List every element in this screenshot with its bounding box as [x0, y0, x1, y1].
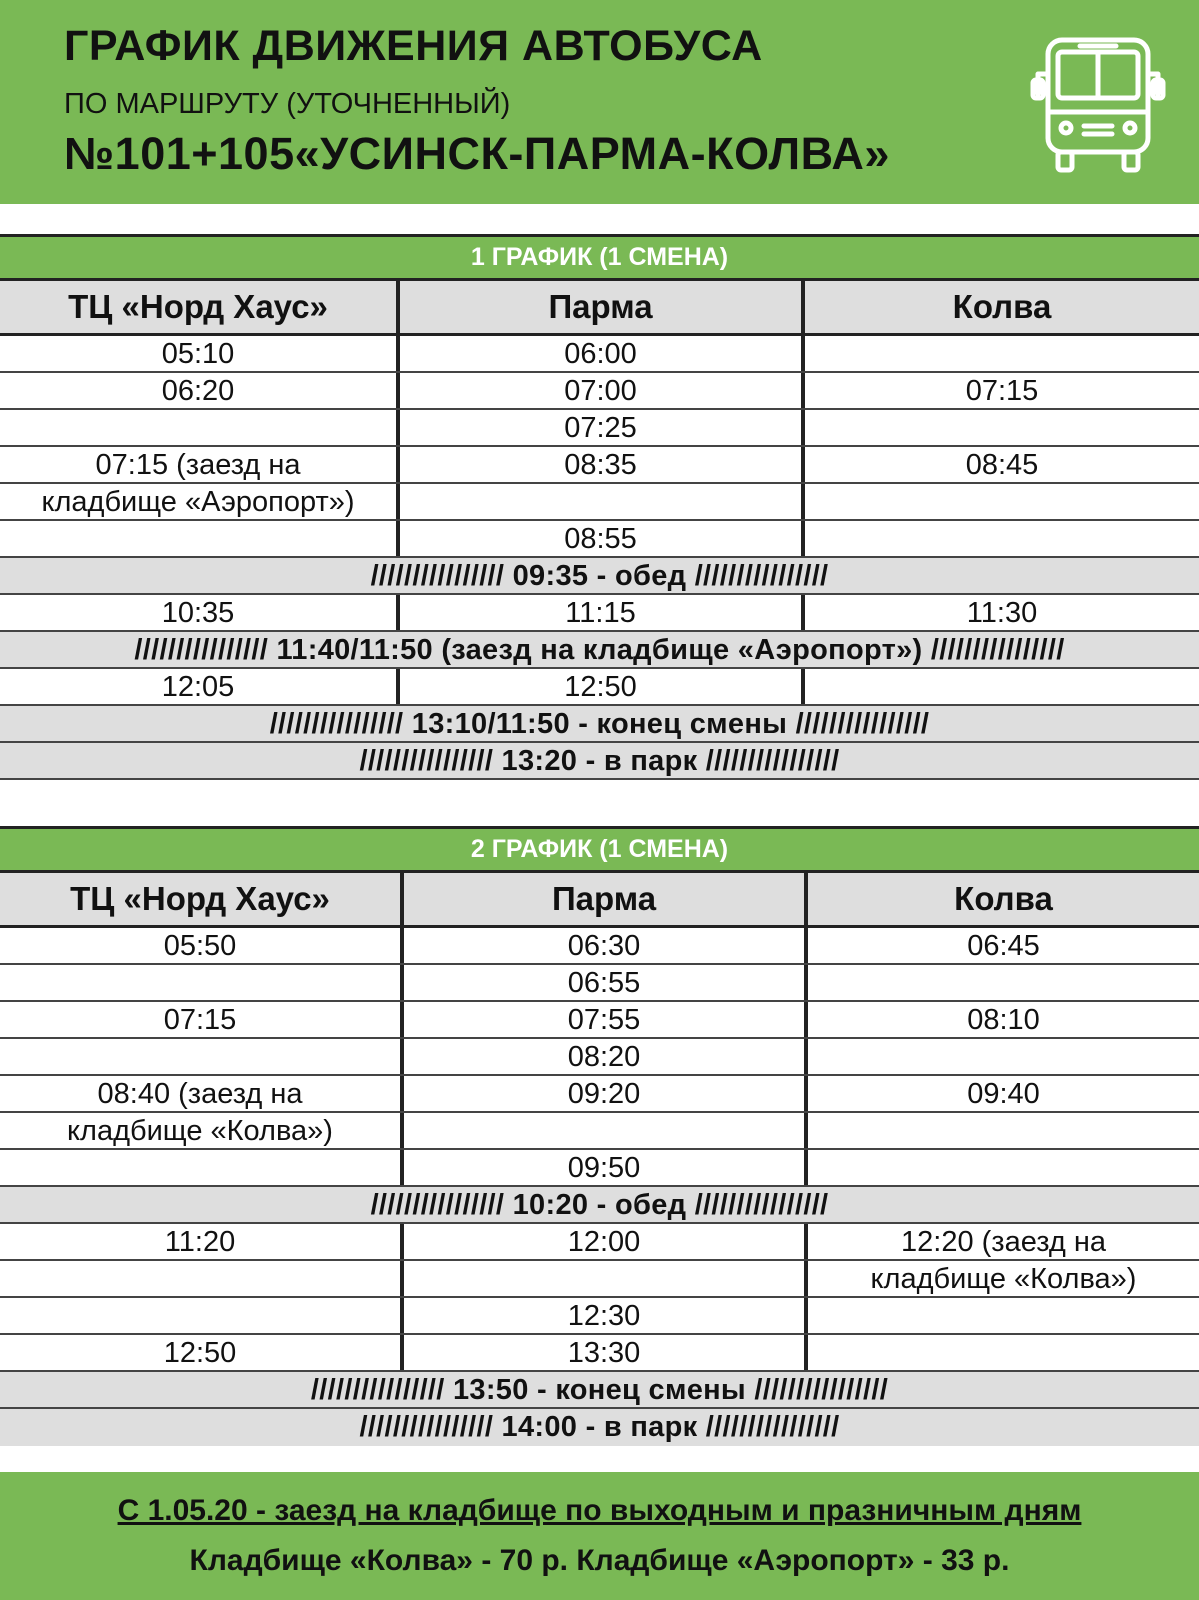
table-row — [0, 1002, 1199, 1039]
table-row — [0, 1076, 1199, 1113]
cell-parma: 09:20 — [400, 1076, 804, 1111]
cell-nord-house — [0, 1261, 400, 1296]
cell-nord-house — [0, 1298, 400, 1333]
cell-nord-house: 05:10 — [161, 338, 235, 370]
cell-parma — [396, 484, 801, 519]
cell-parma: 13:30 — [400, 1335, 804, 1370]
bus-icon — [1030, 36, 1166, 174]
page-subtitle: ПО МАРШРУТУ (УТОЧНЕННЫЙ) — [64, 88, 511, 120]
cell-kolva: 06:45 — [804, 928, 1199, 963]
break-text: //////////////// 09:35 - обед //////////////// — [370, 560, 829, 592]
cell-parma: 07:00 — [396, 373, 801, 408]
schedule-2-rows — [0, 928, 1199, 1446]
cell-parma: 08:20 — [400, 1039, 804, 1074]
cell-kolva — [801, 669, 1199, 704]
cell-kolva: кладбище «Колва») — [804, 1261, 1199, 1296]
break-row-to-park — [0, 1409, 1199, 1446]
table-row — [0, 1224, 1199, 1261]
cell-kolva — [801, 336, 1199, 371]
table-row — [0, 521, 1199, 558]
column-header-kolva: Колва — [804, 873, 1199, 925]
cell-nord-house: кладбище «Аэропорт») — [41, 486, 355, 518]
table-row — [0, 1261, 1199, 1298]
break-row-lunch — [0, 558, 1199, 595]
table-row — [0, 1298, 1199, 1335]
column-header-parma: Парма — [400, 873, 804, 925]
cell-kolva — [801, 521, 1199, 556]
header-banner — [0, 0, 1199, 204]
column-header-parma: Парма — [396, 281, 801, 333]
cell-nord-house: 12:50 — [163, 1337, 237, 1369]
fare-info: Кладбище «Колва» - 70 р. Кладбище «Аэропорт» - 33 р. — [189, 1544, 1010, 1577]
cell-parma: 06:00 — [396, 336, 801, 371]
cell-parma: 06:30 — [400, 928, 804, 963]
cell-nord-house: 07:15 (заезд на — [95, 449, 301, 481]
cell-nord-house: 11:20 — [164, 1226, 236, 1258]
table-row — [0, 1113, 1199, 1150]
cell-nord-house: 08:40 (заезд на — [97, 1078, 303, 1110]
break-text: //////////////// 11:40/11:50 (заезд на кладбище «Аэропорт») //////////////// — [134, 634, 1065, 666]
cell-nord-house — [0, 410, 396, 445]
cell-kolva — [804, 1335, 1199, 1370]
table-row — [0, 595, 1199, 632]
cell-kolva: 08:45 — [801, 447, 1199, 482]
cell-nord-house: 06:20 — [161, 375, 235, 407]
cell-nord-house: кладбище «Колва») — [67, 1115, 333, 1147]
break-text: //////////////// 14:00 - в парк //////////////// — [359, 1411, 840, 1443]
cell-kolva — [804, 965, 1199, 1000]
cell-kolva — [804, 1039, 1199, 1074]
break-row-end-shift — [0, 706, 1199, 743]
schedule-2-column-headers — [0, 870, 1199, 928]
schedule-1-rows — [0, 336, 1199, 780]
cell-parma: 07:25 — [396, 410, 801, 445]
cell-nord-house — [0, 1039, 400, 1074]
cell-parma: 11:15 — [396, 595, 801, 630]
table-row — [0, 410, 1199, 447]
table-row — [0, 965, 1199, 1002]
cell-nord-house — [0, 521, 396, 556]
column-header-nord-house: ТЦ «Норд Хаус» — [70, 880, 330, 917]
cell-kolva: 07:15 — [801, 373, 1199, 408]
cell-kolva — [804, 1298, 1199, 1333]
break-row-end-shift — [0, 1372, 1199, 1409]
table-row — [0, 928, 1199, 965]
cell-kolva: 12:20 (заезд на — [804, 1224, 1199, 1259]
cell-parma — [400, 1261, 804, 1296]
cell-kolva — [804, 1113, 1199, 1148]
cell-parma: 06:55 — [400, 965, 804, 1000]
schedule-1-table — [0, 234, 1199, 780]
table-row — [0, 484, 1199, 521]
cell-parma: 08:35 — [396, 447, 801, 482]
schedule-1-title: 1 ГРАФИК (1 СМЕНА) — [0, 234, 1199, 278]
cell-nord-house: 12:05 — [161, 671, 235, 703]
page-title: ГРАФИК ДВИЖЕНИЯ АВТОБУСА — [64, 22, 763, 70]
column-header-kolva: Колва — [801, 281, 1199, 333]
cell-parma — [400, 1113, 804, 1148]
break-text: //////////////// 13:10/11:50 - конец смены //////////////// — [269, 708, 930, 740]
schedule-2-title: 2 ГРАФИК (1 СМЕНА) — [0, 826, 1199, 870]
cell-parma: 08:55 — [396, 521, 801, 556]
column-header-nord-house: ТЦ «Норд Хаус» — [68, 288, 328, 325]
break-row-to-park — [0, 743, 1199, 780]
cell-nord-house: 07:15 — [163, 1004, 237, 1036]
cell-kolva — [804, 1150, 1199, 1185]
break-text: //////////////// 13:50 - конец смены //////////////// — [310, 1374, 889, 1406]
table-row — [0, 336, 1199, 373]
break-text: //////////////// 13:20 - в парк //////////////// — [359, 745, 840, 777]
table-row — [0, 1335, 1199, 1372]
cell-nord-house — [0, 1150, 400, 1185]
break-text: //////////////// 10:20 - обед //////////////// — [370, 1189, 829, 1221]
cell-kolva: 08:10 — [804, 1002, 1199, 1037]
cell-nord-house: 05:50 — [163, 930, 237, 962]
table-row — [0, 447, 1199, 484]
schedule-1-column-headers — [0, 278, 1199, 336]
cell-parma: 12:50 — [396, 669, 801, 704]
cell-kolva: 09:40 — [804, 1076, 1199, 1111]
cell-nord-house: 10:35 — [161, 597, 235, 629]
cemetery-visit-note: С 1.05.20 - заезд на кладбище по выходным и празничным дням — [117, 1494, 1082, 1527]
cell-parma: 07:55 — [400, 1002, 804, 1037]
table-row — [0, 373, 1199, 410]
table-row — [0, 1150, 1199, 1187]
cell-parma: 09:50 — [400, 1150, 804, 1185]
route-number: №101+105«УСИНСК-ПАРМА-КОЛВА» — [64, 128, 890, 179]
cell-kolva — [801, 484, 1199, 519]
cell-kolva: 11:30 — [801, 595, 1199, 630]
footer-banner — [0, 1472, 1199, 1600]
break-row-cemetery — [0, 632, 1199, 669]
cell-parma: 12:00 — [400, 1224, 804, 1259]
cell-kolva — [801, 410, 1199, 445]
table-row — [0, 1039, 1199, 1076]
table-row — [0, 669, 1199, 706]
cell-nord-house — [0, 965, 400, 1000]
schedule-2-table — [0, 826, 1199, 1446]
break-row-lunch — [0, 1187, 1199, 1224]
cell-parma: 12:30 — [400, 1298, 804, 1333]
